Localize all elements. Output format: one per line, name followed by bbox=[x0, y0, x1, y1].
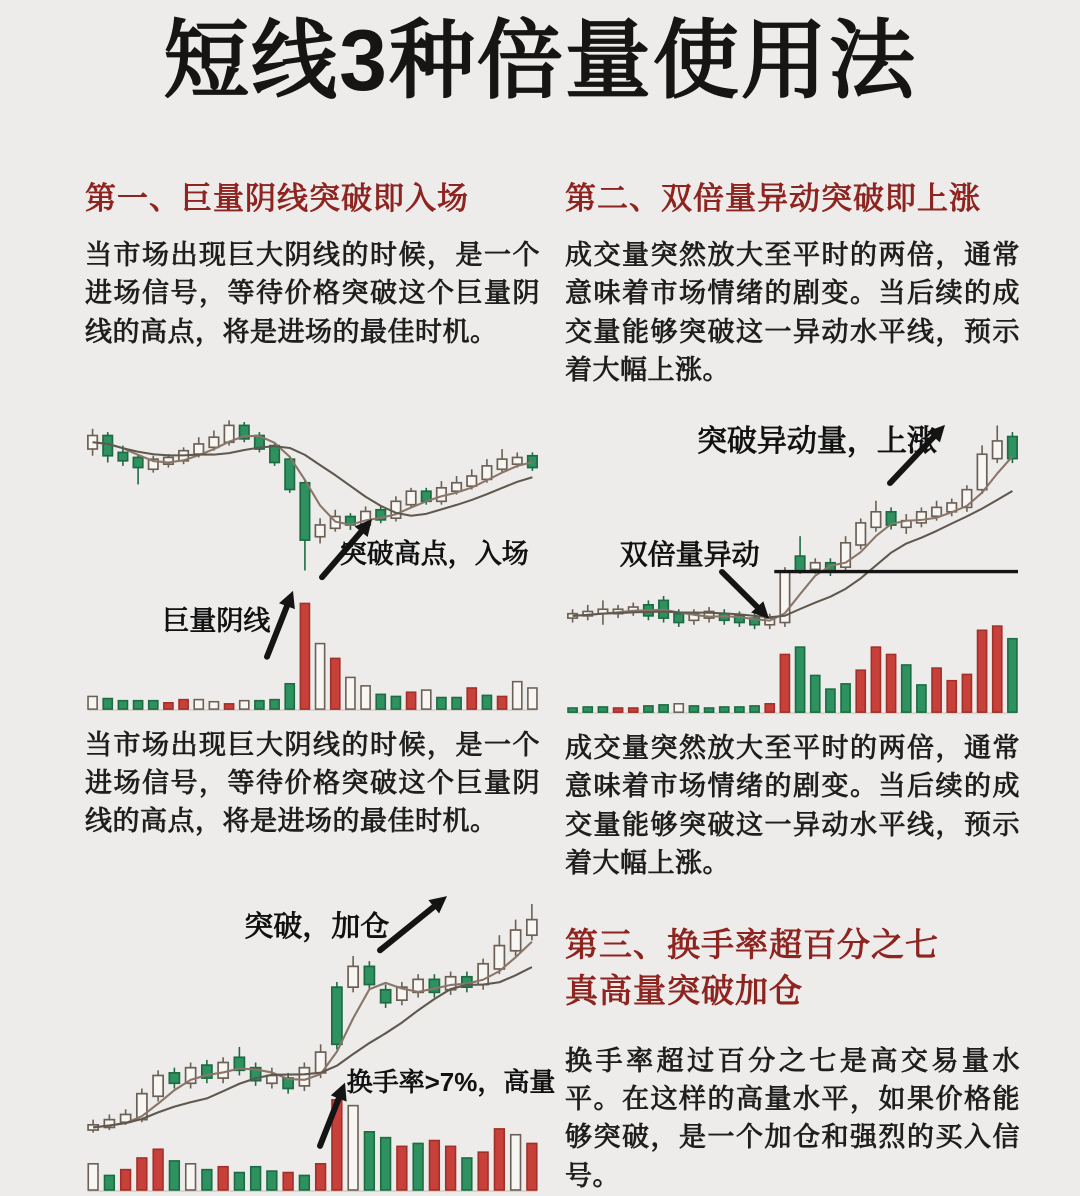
section3-heading bbox=[565, 922, 1020, 1013]
right-column bbox=[565, 170, 1020, 1195]
section3-heading-line2: 真高量突破加仓 bbox=[565, 972, 803, 1009]
section3-heading-line1: 第三、换手率超百分之七 bbox=[565, 926, 939, 964]
section2-paragraph-repeat: 成交量突然放大至平时的两倍，通常意味着市场情绪的剧变。当后续的成交量能够突破这一异动水平线，预示着大幅上涨。 bbox=[565, 733, 1020, 879]
annotation-giant-yin-label: 巨量阴线 bbox=[162, 606, 271, 637]
giant-yin-candlestick-chart bbox=[85, 393, 540, 713]
left-column bbox=[85, 170, 556, 1194]
turnover-candlestick-chart bbox=[85, 863, 556, 1194]
section3-paragraph: 换手率超过百分之七是高交易量水平。在这样的高量水平，如果价格能够突破，是一个加仓和强烈的买入信号。 bbox=[565, 1045, 1020, 1191]
annotation-breakout-entry: 突破高点，入场 bbox=[339, 539, 529, 570]
annotation-breakout-volume-rise: 突破异动量，上涨 bbox=[696, 424, 937, 458]
section1-heading: 第一、巨量阴线突破即入场 bbox=[85, 181, 469, 216]
section1-paragraph-repeat: 当市场出现巨大阴线的时候，是一个进场信号，等待价格突破这个巨量阴线的高点，将是进场的最佳时机。 bbox=[85, 729, 540, 837]
section1-paragraph: 当市场出现巨大阴线的时候，是一个进场信号，等待价格突破这个巨量阴线的高点，将是进场的最佳时机。 bbox=[85, 239, 540, 347]
annotation-breakout-add: 突破，加仓 bbox=[244, 911, 390, 944]
page-title: 短线3种倍量使用法 bbox=[163, 13, 917, 109]
section2-paragraph: 成交量突然放大至平时的两倍，通常意味着市场情绪的剧变。当后续的成交量能够突破这一异动水平线，预示着大幅上涨。 bbox=[565, 239, 1020, 385]
annotation-turnover-label: 换手率>7%，高量 bbox=[346, 1067, 556, 1098]
annotation-double-volume-label: 双倍量异动 bbox=[619, 538, 760, 570]
section2-heading: 第二、双倍量异动突破即上涨 bbox=[565, 181, 981, 216]
double-volume-candlestick-chart bbox=[565, 401, 1020, 716]
